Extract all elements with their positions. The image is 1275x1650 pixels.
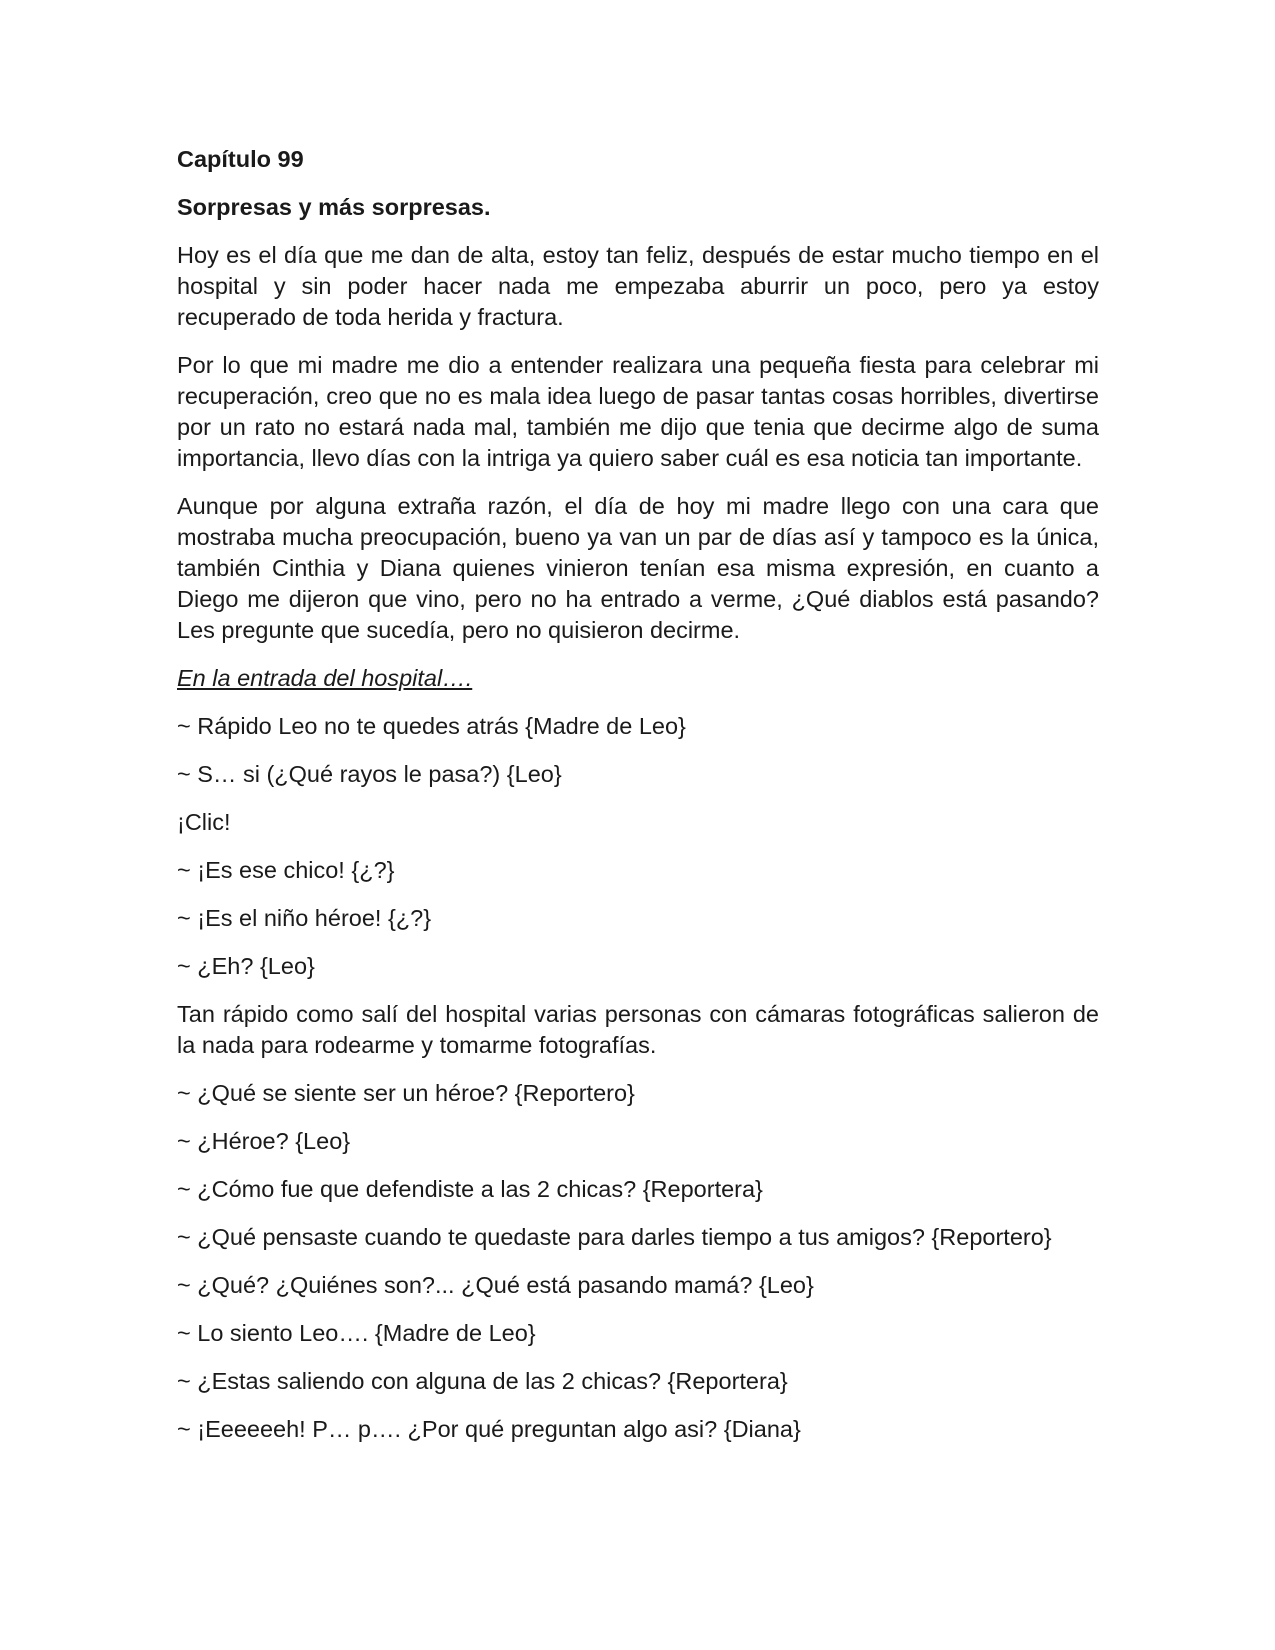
dialogue-line: ~ ¿Estas saliendo con alguna de las 2 chicas? {Reportera} xyxy=(177,1368,788,1394)
dialogue-line: ~ ¿Eh? {Leo} xyxy=(177,953,315,979)
paragraph: Aunque por alguna extraña razón, el día de hoy mi madre llego con una cara que mostraba mucha preocupación, bueno ya van un par de días así y tampoco es la única, también Cinthia y Diana quienes vinieron tenían esa misma expresión, en cuanto a Diego me dijeron que vino, pero no ha entrado a verme, ¿Qué diablos está pasando? Les pregunte que sucedía, pero no quisieron decirme. xyxy=(177,493,1099,643)
dialogue-line: ~ ¿Cómo fue que defendiste a las 2 chicas? {Reportera} xyxy=(177,1176,763,1202)
dialogue-line: ~ ¿Qué? ¿Quiénes son?... ¿Qué está pasando mamá? {Leo} xyxy=(177,1272,814,1298)
dialogue-line: ~ ¡Es ese chico! {¿?} xyxy=(177,857,395,883)
dialogue-line: ~ ¿Qué se siente ser un héroe? {Reportero} xyxy=(177,1080,635,1106)
dialogue-line: ~ Lo siento Leo…. {Madre de Leo} xyxy=(177,1320,536,1346)
dialogue-line: ~ ¿Qué pensaste cuando te quedaste para darles tiempo a tus amigos? {Reportero} xyxy=(177,1224,1052,1250)
dialogue-line: ~ Rápido Leo no te quedes atrás {Madre de Leo} xyxy=(177,713,686,739)
dialogue-line: ~ ¡Es el niño héroe! {¿?} xyxy=(177,905,432,931)
chapter-title: Capítulo 99 xyxy=(177,146,304,172)
dialogue-line: ~ ¿Héroe? {Leo} xyxy=(177,1128,351,1154)
dialogue-line: ~ S… si (¿Qué rayos le pasa?) {Leo} xyxy=(177,761,562,787)
dialogue-line: ~ ¡Eeeeeeh! P… p…. ¿Por qué preguntan algo asi? {Diana} xyxy=(177,1416,801,1442)
paragraph: Hoy es el día que me dan de alta, estoy tan feliz, después de estar mucho tiempo en el hospital y sin poder hacer nada me empezaba aburrir un poco, pero ya estoy recuperado de toda herida y fractura. xyxy=(177,242,1099,330)
sound-effect-line: ¡Clic! xyxy=(177,809,231,835)
narration-paragraph: Tan rápido como salí del hospital varias personas con cámaras fotográficas salieron de la nada para rodearme y tomarme fotografías. xyxy=(177,1001,1099,1058)
chapter-subtitle: Sorpresas y más sorpresas. xyxy=(177,194,491,220)
document-page xyxy=(177,144,1099,1462)
paragraph: Por lo que mi madre me dio a entender realizara una pequeña fiesta para celebrar mi recuperación, creo que no es mala idea luego de pasar tantas cosas horribles, divertirse por un rato no estará nada mal, también me dijo que tenia que decirme algo de suma importancia, llevo días con la intriga ya quiero saber cuál es esa noticia tan importante. xyxy=(177,352,1099,471)
scene-heading: En la entrada del hospital…. xyxy=(177,665,473,691)
